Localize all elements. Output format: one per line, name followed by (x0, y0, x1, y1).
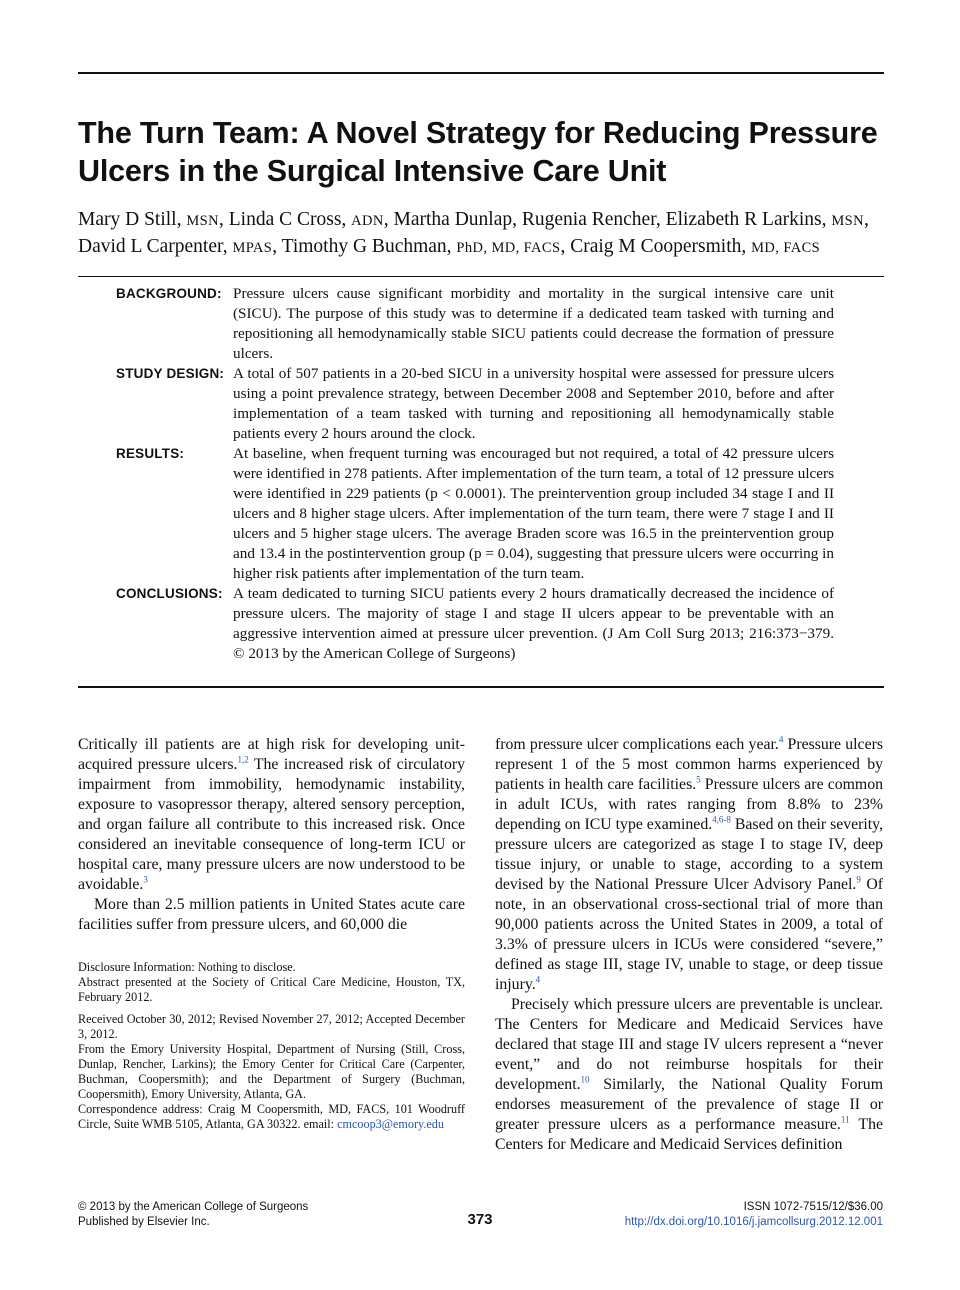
body-paragraph: More than 2.5 million patients in United States acute care facilities suffer from pressure ulcers, and 60,000 die (78, 896, 465, 933)
author-name: Timothy G Buchman (281, 236, 447, 257)
author-line-1: Mary D Still, MSN, Linda C Cross, ADN, Martha Dunlap, Rugenia Rencher, Elizabeth R Larkins, MSN, (78, 209, 869, 230)
author-name: Mary D Still (78, 209, 177, 230)
copyright-line: © 2013 by the American College of Surgeons (78, 1201, 309, 1213)
author-name: David L Carpenter (78, 236, 223, 257)
body-text: from pressure ulcer complications each year. (495, 736, 779, 753)
page-number: 373 (467, 1211, 493, 1228)
citation-link[interactable]: 4 (535, 974, 541, 985)
footer-right (625, 1200, 883, 1230)
body-text: Based on their severity, pressure ulcers are categorized as stage I to stage IV, deep tissue injury, or unable to stage, according to a system devised by the National Pressure Ulcer Advisory Panel. (495, 816, 884, 893)
article-title: The Turn Team: A Novel Strategy for Reducing Pressure Ulcers in the Surgical Intensive Care Unit (78, 116, 878, 188)
body-text: Critically ill patients are at high risk for developing unit-acquired pressure ulcers. (78, 736, 465, 773)
body-column-left (78, 735, 465, 935)
abstract-study-design (78, 364, 884, 444)
publisher-line: Published by Elsevier Inc. (78, 1216, 210, 1228)
citation-link[interactable]: 11 (840, 1114, 850, 1125)
abstract-results (78, 444, 884, 584)
author-name: Martha Dunlap (393, 209, 513, 230)
correspondence-email-link[interactable]: cmcoop3@emory.edu (337, 1117, 444, 1131)
body-paragraph (78, 735, 465, 895)
doi-link[interactable]: http://dx.doi.org/10.1016/j.jamcollsurg.2012.12.001 (624, 1216, 883, 1228)
disclosure-note: Disclosure Information: Nothing to disclose. (78, 960, 296, 974)
author-degree: MSN (186, 213, 219, 229)
body-column-right (495, 735, 883, 1155)
section-label: BACKGROUND: (116, 286, 222, 301)
footnotes (78, 960, 465, 1132)
author-name: Linda C Cross (228, 209, 342, 230)
received-note: Received October 30, 2012; Revised November 27, 2012; Accepted December 3, 2012. (78, 1012, 465, 1041)
citation-link[interactable]: 10 (580, 1074, 590, 1085)
citation-link[interactable]: 5 (696, 774, 701, 785)
correspondence-text: Correspondence address: Craig M Coopersmith, MD, FACS, 101 Woodruff Circle, Suite WMB 5105, Atlanta, GA 30322. email: (78, 1102, 465, 1131)
citation-link[interactable]: 1,2 (237, 754, 249, 765)
author-degree: MPAS (232, 240, 273, 256)
citation-link[interactable]: 4,6-8 (712, 814, 731, 825)
body-text: Pressure ulcers are common in adult ICUs, with rates ranging from 8.8% to 23% depending on ICU type examined. (495, 776, 883, 833)
presentation-note: Abstract presented at the Society of Critical Care Medicine, Houston, TX, February 2012. (78, 975, 465, 1004)
section-text: At baseline, when frequent turning was encouraged but not required, a total of 42 pressure ulcers were identified in 278 patients. After implementation of the turn team, a total of 12 pressure ulcers were identified in 229 patients (p < 0.0001). The preintervention group included 34 stage I and II ulcers and 8 higher stage ulcers. After implementation of the turn team, there were 7 stage I and II ulcers and 5 higher stage ulcers. The average Braden score was 16.5 in the preintervention group and 13.4 in the postintervention group (p = 0.04), suggesting that pressure ulcers were occurring in higher risk patients after implementation of the turn team. (233, 445, 834, 582)
body-text: Similarly, the National Quality Forum endorses measurement of the prevalence of stage II or greater pressure ulcers as a performance measure. (495, 1076, 883, 1133)
abstract-top-rule (78, 276, 884, 277)
author-list (78, 207, 888, 261)
body-text: The Centers for Medicare and Medicaid Services definition (495, 1116, 883, 1153)
section-text: A team dedicated to turning SICU patients every 2 hours dramatically decreased the incidence of pressure ulcers. The majority of stage I and stage II ulcers appear to be preventable with an aggressive intervention aimed at pressure ulcer prevention. (J Am Coll Surg 2013; 216:373−379. © 2013 by the American College of Surgeons) (233, 585, 834, 662)
citation-link[interactable]: 3 (143, 874, 148, 885)
author-name: Elizabeth R Larkins (665, 209, 822, 230)
footer-left (78, 1200, 308, 1230)
abstract (78, 284, 884, 664)
citation-link[interactable]: 9 (856, 874, 861, 885)
abstract-bottom-rule (78, 686, 884, 688)
author-degree: ADN (351, 213, 384, 229)
body-text: The increased risk of circulatory impairment from immobility, hemodynamic instability, exposure to vasopressor therapy, altered sensory perception, and organ failure all contribute to this increased risk. Once considered an inevitable consequence of long-term ICU or hospital care, many pressure ulcers are now understood to be avoidable. (78, 756, 465, 893)
abstract-conclusions (78, 584, 884, 664)
section-label: RESULTS: (116, 446, 185, 461)
author-degree: PhD, MD, FACS (456, 240, 561, 256)
section-label: CONCLUSIONS: (116, 586, 223, 601)
body-text: Of note, in an observational cross-sectional trial of more than 90,000 patients across the United States in 2009, a total of 3.3% of pressure ulcers in ICUs were considered “severe,” defined as stage III, stage IV, unable to stage, or deep tissue injury. (495, 876, 883, 993)
author-name: Craig M Coopersmith (570, 236, 742, 257)
author-line-2: David L Carpenter, MPAS, Timothy G Buchman, PhD, MD, FACS, Craig M Coopersmith, MD, FACS (78, 236, 821, 257)
body-text: Precisely which pressure ulcers are preventable is unclear. The Centers for Medicare and Medicaid Services have declared that stage III and stage IV ulcers represent a “never event,” and do not reimburse hospitals for their development. (495, 996, 883, 1093)
section-label: STUDY DESIGN: (116, 366, 225, 381)
body-paragraph (495, 995, 883, 1155)
body-text: Pressure ulcers represent 1 of the 5 most common harms experienced by patients in health care facilities. (495, 736, 883, 793)
issn-line: ISSN 1072-7515/12/$36.00 (743, 1201, 883, 1213)
author-degree: MSN (831, 213, 865, 229)
section-text: Pressure ulcers cause significant morbidity and mortality in the surgical intensive care unit (SICU). The purpose of this study was to determine if a dedicated team tasked with turning and repositioning all hemodynamically stable SICU patients could decrease the formation of pressure ulcers. (233, 285, 834, 362)
body-paragraph (495, 735, 883, 995)
citation-link[interactable]: 4 (778, 734, 784, 745)
section-text: A total of 507 patients in a 20-bed SICU in a university hospital were assessed for pressure ulcers using a point prevalence strategy, between December 2008 and September 2010, before and after implementation of a team tasked with turning and repositioning all hemodynamically stable patients every 2 hours around the clock. (233, 365, 834, 442)
author-degree: MD, FACS (751, 240, 821, 256)
top-rule (78, 72, 884, 74)
affiliations-note: From the Emory University Hospital, Department of Nursing (Still, Cross, Dunlap, Rencher, Larkins); the Emory Center for Critical Care (Carpenter, Buchman, Coopersmith); and the Department of Surgery (Buchman, Coopersmith), Emory University, Atlanta, GA. (78, 1042, 465, 1101)
author-name: Rugenia Rencher (521, 209, 656, 230)
abstract-background (78, 284, 884, 364)
correspondence-note (78, 1102, 465, 1132)
footnote-rule (78, 943, 178, 944)
